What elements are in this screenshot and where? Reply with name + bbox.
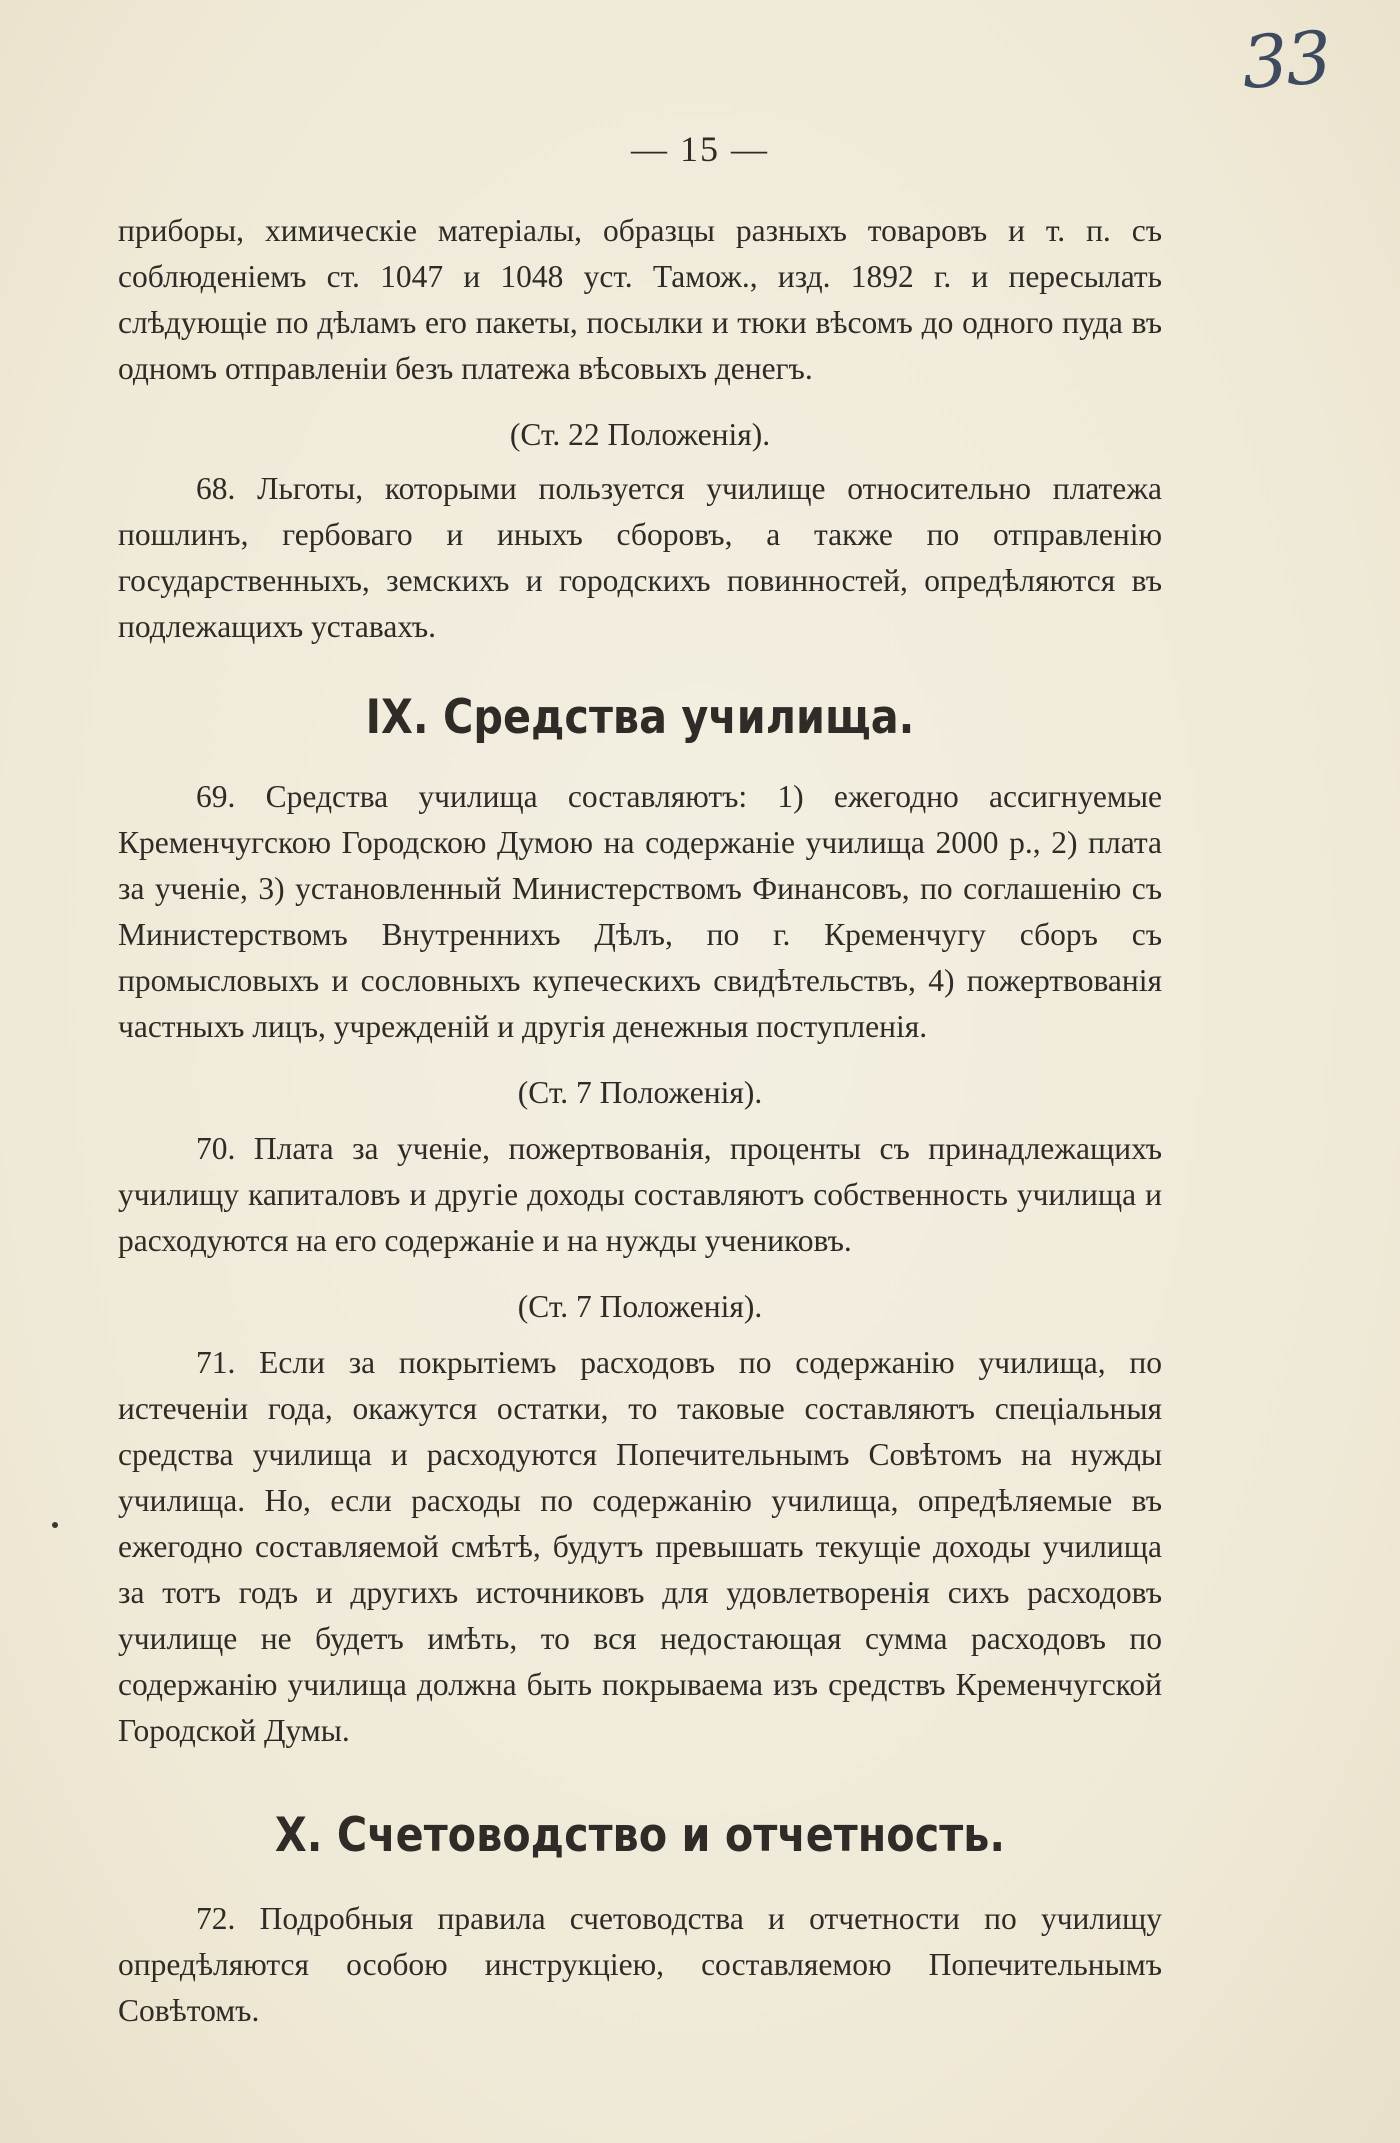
citation-art-7-first: (Ст. 7 Положенія).: [517, 1075, 763, 1110]
paragraph-70: 70. Плата за ученіе, пожертвованія, проценты съ принадлежащихъ училищу капиталовъ и другіе доходы составляютъ собственность училища и расходуются на его содержаніе и на нужды учениковъ.: [118, 1131, 1162, 1258]
paragraph-continuation: приборы, химическіе матеріалы, образцы разныхъ товаровъ и т. п. съ соблюденіемъ ст. 1047 и 1048 уст. Тамож., изд. 1892 г. и пересылать слѣдующіе по дѣламъ его пакеты, посылки и тюки вѣсомъ до одного пуда въ одномъ отправленіи безъ платежа вѣсовыхъ денегъ.: [118, 213, 1162, 386]
citation-art-22: (Ст. 22 Положенія).: [509, 417, 771, 452]
text-column: [118, 208, 1162, 2034]
archive-folio-number: 33: [1239, 15, 1333, 105]
citation-art-7-second: (Ст. 7 Положенія).: [517, 1289, 763, 1324]
paragraph-69: 69. Средства училища составляютъ: 1) ежегодно ассигнуемые Кременчугскою Городскою Думою на содержаніе училища 2000 р., 2) плата за ученіе, 3) установленный Министерствомъ Финансовъ, по соглашенію съ Министерствомъ Внутреннихъ Дѣлъ, по г. Кременчугу сборъ съ промысловыхъ и сословныхъ купеческихъ свидѣтельствъ, 4) пожертвованія частныхъ лицъ, учрежденій и другія денежныя поступленія.: [118, 779, 1162, 1044]
page-number: — 15 —: [631, 129, 769, 169]
paragraph-71: 71. Если за покрытіемъ расходовъ по содержанію училища, по истеченіи года, окажутся остатки, то таковые составляютъ спеціальныя средства училища и расходуются Попечительнымъ Совѣтомъ на нужды училища. Но, если расходы по содержанію училища, опредѣляемые въ ежегодно составляемой смѣтѣ, будутъ превышать текущіе доходы училища за тотъ годъ и другихъ источниковъ для удовлетворенія сихъ расходовъ училище не будетъ имѣть, то вся недостающая сумма расходовъ по содержанію училища должна быть покрываема изъ средствъ Кременчугской Городской Думы.: [118, 1345, 1162, 1748]
paragraph-72: 72. Подробныя правила счетоводства и отчетности по училищу опредѣляются особою инструкціею, составляемою Попечительнымъ Совѣтомъ.: [118, 1901, 1162, 2028]
section-heading-ix: IX. Средства училища.: [365, 690, 915, 745]
margin-mark: [52, 1522, 58, 1528]
section-heading-x: X. Счетоводство и отчетность.: [274, 1808, 1006, 1863]
paragraph-68: 68. Льготы, которыми пользуется училище относительно платежа пошлинъ, гербоваго и иныхъ сборовъ, а также по отправленію государственныхъ, земскихъ и городскихъ повинностей, опредѣляются въ подлежащихъ уставахъ.: [118, 471, 1162, 644]
